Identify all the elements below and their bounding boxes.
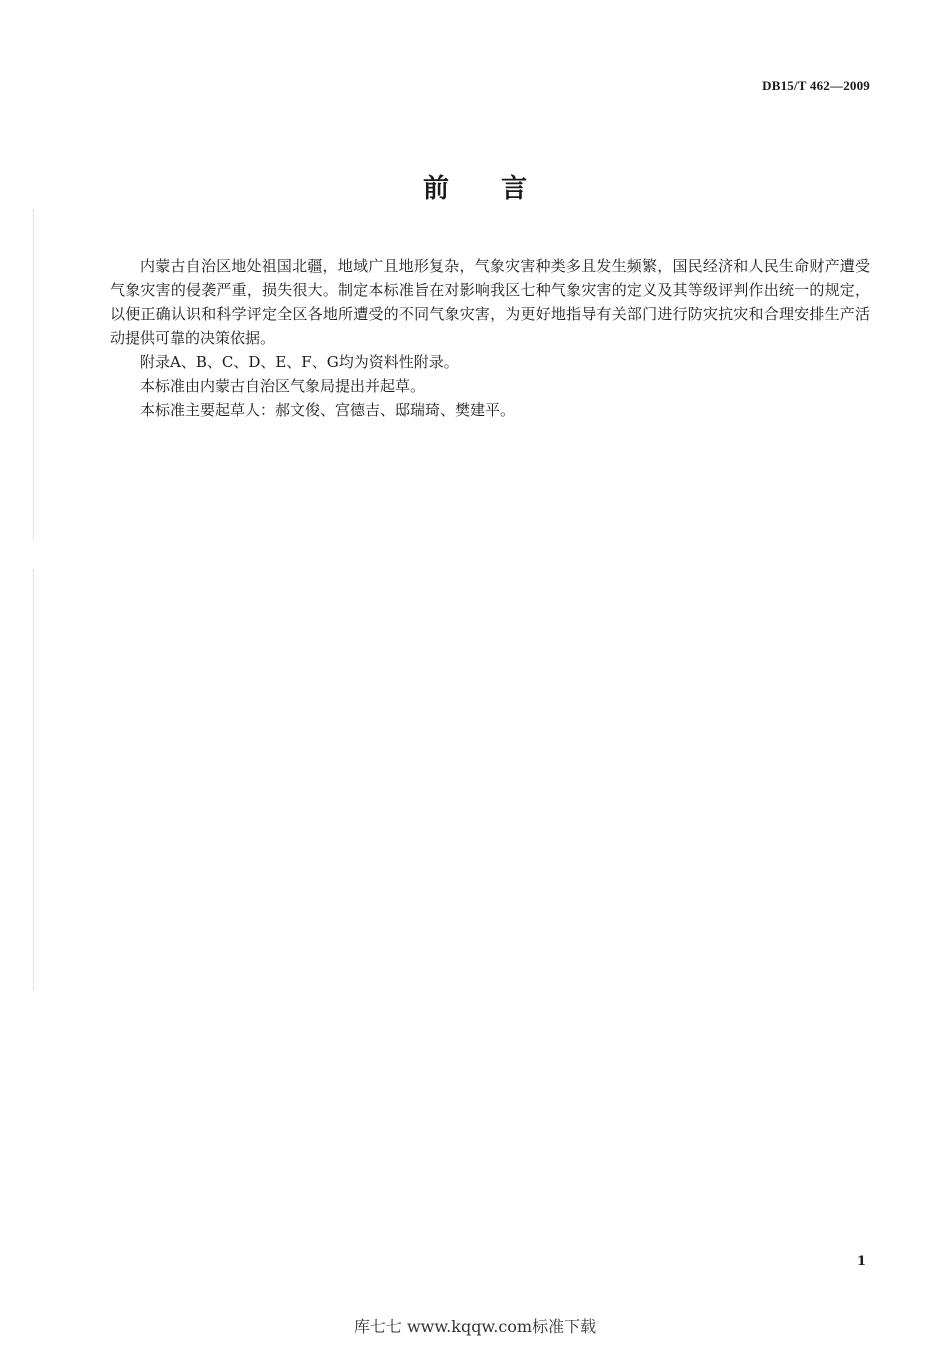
page-title — [0, 168, 950, 205]
footer-watermark: 库七七 www.kqqw.com标准下载 — [353, 1317, 597, 1336]
drafters-note: 本标准主要起草人：郝文俊、宫德吉、邸瑞琦、樊建平。 — [140, 401, 516, 419]
page-number: 1 — [856, 1254, 866, 1269]
title-char-2: 言 — [501, 174, 528, 204]
scan-edge-mark — [33, 570, 35, 990]
proposer-note: 本标准由内蒙古自治区气象局提出并起草。 — [140, 377, 426, 395]
foreword-body — [110, 254, 870, 422]
foreword-paragraph: 内蒙古自治区地处祖国北疆，地域广且地形复杂，气象灾害种类多且发生频繁，国民经济和人民生命财产遭受气象灾害的侵袭严重，损失很大。制定本标准旨在对影响我区七种气象灾害的定义及其等级评判作出统一的规定，以便正确认识和科学评定全区各地所遭受的不同气象灾害，为更好地指导有关部门进行防灾抗灾和合理安排生产活动提供可靠的决策依据。 — [110, 257, 870, 347]
scan-edge-mark — [33, 210, 35, 540]
title-char-1: 前 — [422, 174, 449, 204]
appendix-note: 附录A、B、C、D、E、F、G均为资料性附录。 — [140, 353, 459, 371]
standard-code: DB15/T 462—2009 — [762, 78, 870, 93]
